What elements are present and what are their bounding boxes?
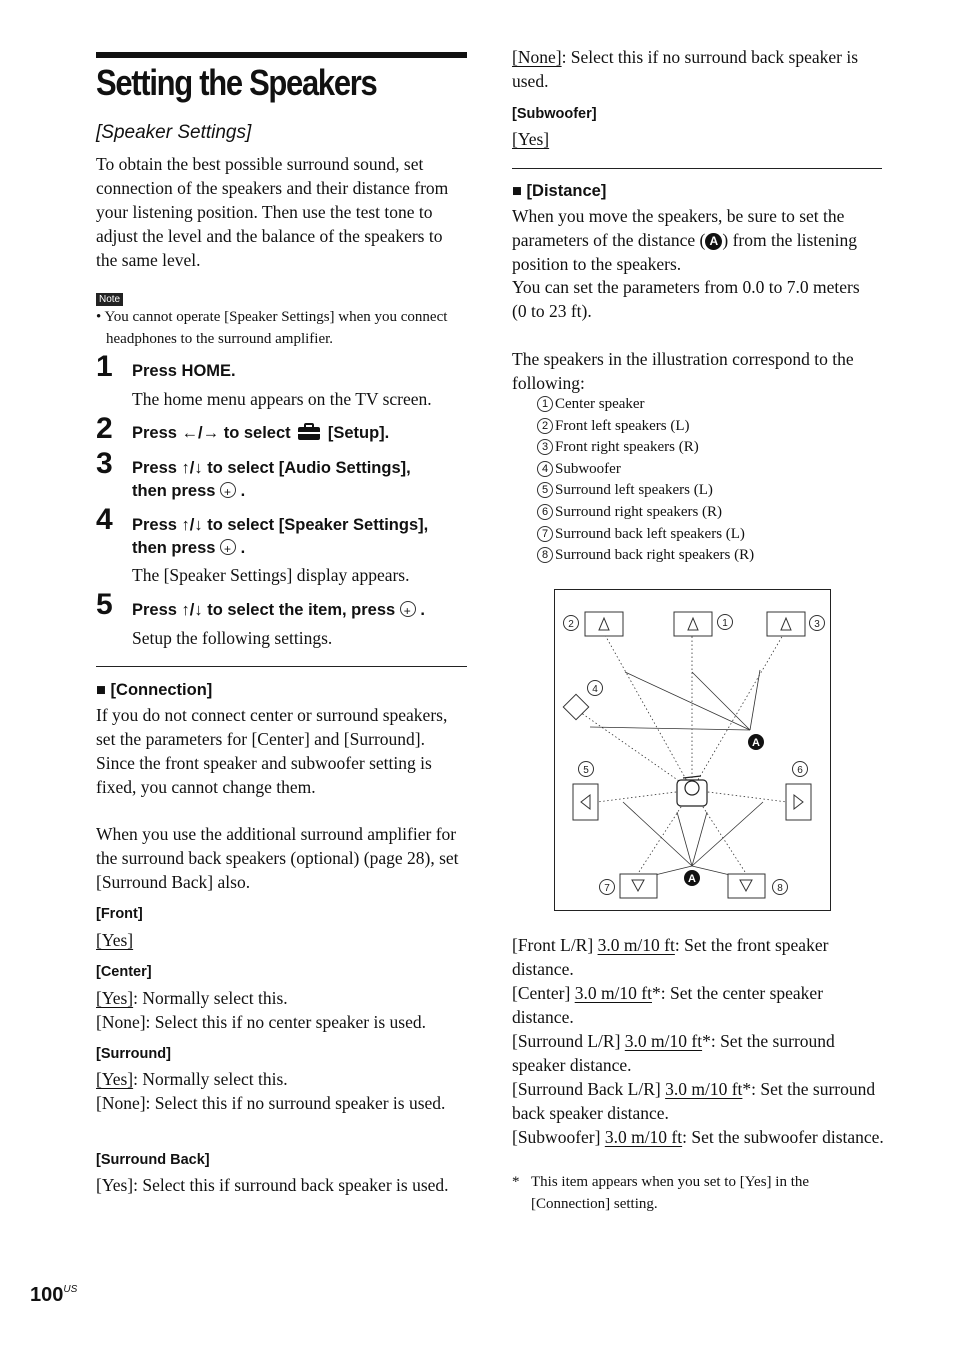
- distance-settings: [512, 933, 884, 1149]
- legend-item: 8 Surround back right speakers (R): [537, 545, 754, 567]
- legend-item: 4 Subwoofer: [537, 459, 754, 481]
- svg-text:5: 5: [583, 765, 589, 776]
- speaker-front-left: [585, 612, 623, 636]
- note-badge: Note: [96, 289, 123, 307]
- setting-subwoofer: [Subwoofer] 3.0 m/10 ft: Set the subwoofer distance.: [512, 1127, 884, 1147]
- step-5-number: 5: [96, 588, 113, 621]
- surround-label: [Surround]: [96, 1046, 171, 1062]
- section-subtitle: [Speaker Settings]: [96, 122, 252, 143]
- step-4-number: 4: [96, 503, 113, 536]
- legend-item: 5 Surround left speakers (L): [537, 480, 754, 502]
- speaker-layout-svg: [555, 590, 829, 909]
- step-3-text: Press ↑/↓ to select [Audio Settings], then press + .: [132, 457, 467, 503]
- subwoofer: [563, 694, 588, 719]
- connection-para-1: If you do not connect center or surround speakers, set the parameters for [Center] and [Surround]. Since the front speaker and subwoofer setting is fixed, you cannot change them.: [96, 705, 448, 797]
- footnote-mark: *: [512, 1174, 520, 1190]
- center-label: [Center]: [96, 964, 152, 980]
- speaker-center: [674, 612, 712, 636]
- enter-button-icon: [220, 539, 236, 555]
- step-4-sub: The [Speaker Settings] display appears.: [132, 565, 410, 585]
- speaker-surround-left: [573, 784, 598, 820]
- setting-front: [Front L/R] 3.0 m/10 ft: Set the front speaker distance.: [512, 935, 829, 979]
- svg-text:8: 8: [777, 883, 783, 894]
- surround-options: [Yes]: Normally select this. [None]: Select this if no surround speaker is used.: [96, 1069, 446, 1113]
- step-1-text: Press HOME.: [132, 362, 236, 380]
- svg-text:A: A: [688, 873, 696, 885]
- step-1-sub: The home menu appears on the TV screen.: [132, 389, 432, 409]
- distance-para-2: You can set the parameters from 0.0 to 7.0 meters (0 to 23 ft).: [512, 277, 860, 321]
- diagram-number-labels: [568, 618, 820, 894]
- subwoofer-yes: [Yes]: [512, 129, 550, 149]
- step-5-sub: Setup the following settings.: [132, 628, 333, 648]
- step-2-text: Press ←/→ to select [Setup].: [132, 424, 390, 442]
- front-yes: [Yes]: [96, 930, 134, 950]
- surround-back-yes: [Yes]: Select this if surround back speaker is used.: [96, 1175, 449, 1195]
- speaker-layout-diagram: [554, 589, 831, 911]
- divider: [96, 666, 467, 667]
- page-title: Setting the Speakers: [96, 62, 377, 103]
- legend-item: 7 Surround back left speakers (L): [537, 524, 754, 546]
- surround-back-label: [Surround Back]: [96, 1152, 210, 1168]
- setting-center: [Center] 3.0 m/10 ft*: Set the center speaker distance.: [512, 983, 824, 1027]
- front-label: [Front]: [96, 906, 143, 922]
- legend-item: 1 Center speaker: [537, 394, 754, 416]
- svg-text:6: 6: [797, 765, 803, 776]
- speaker-surround-right: [786, 784, 811, 820]
- intro-text: To obtain the best possible surround sound, set connection of the speakers and their distance from your listening position. Then use the test tone to adjust the level and the balance of the speakers to the same level.: [96, 154, 449, 270]
- step-1-number: 1: [96, 350, 113, 383]
- svg-text:7: 7: [604, 883, 610, 894]
- connection-heading: ■ [Connection]: [96, 681, 213, 699]
- legend-item: 2 Front left speakers (L): [537, 416, 754, 438]
- legend-item: 3 Front right speakers (R): [537, 437, 754, 459]
- svg-text:A: A: [752, 737, 760, 749]
- divider: [512, 168, 882, 169]
- step-5-text: Press ↑/↓ to select the item, press + .: [132, 599, 425, 622]
- setting-surround-back: [Surround Back L/R] 3.0 m/10 ft*: Set the surround back speaker distance.: [512, 1079, 876, 1123]
- distance-marker-a-icon: A: [705, 233, 722, 250]
- diagram-number-circles: [564, 615, 825, 895]
- footnote: This item appears when you set to [Yes] in the [Connection] setting.: [531, 1174, 810, 1212]
- toolbox-icon: [297, 423, 321, 441]
- speaker-surround-back-right: [728, 874, 765, 898]
- speaker-surround-back-left: [620, 874, 657, 898]
- speaker-legend: [537, 394, 754, 567]
- distance-marker-a: [684, 734, 764, 886]
- svg-text:3: 3: [814, 619, 820, 630]
- connection-para-2: When you use the additional surround amplifier for the surround back speakers (optional) (page 28), set [Surround Back] also.: [96, 824, 459, 892]
- setting-surround: [Surround L/R] 3.0 m/10 ft*: Set the surround speaker distance.: [512, 1031, 835, 1075]
- note-text: • You cannot operate [Speaker Settings] when you connect headphones to the surround amplifier.: [96, 309, 448, 347]
- enter-button-icon: [220, 482, 236, 498]
- step-3-number: 3: [96, 447, 113, 480]
- speaker-front-right: [767, 612, 805, 636]
- distance-para-1: When you move the speakers, be sure to set the parameters of the distance ( A ) from the listening position to the speakers.: [512, 206, 858, 274]
- legend-item: 6 Surround right speakers (R): [537, 502, 754, 524]
- surround-back-none: [None]: Select this if no surround back speaker is used.: [512, 47, 859, 91]
- distance-heading: ■ [Distance]: [512, 182, 607, 200]
- svg-text:2: 2: [568, 619, 574, 630]
- listener-icon: [677, 776, 707, 806]
- enter-button-icon: [400, 601, 416, 617]
- svg-text:4: 4: [592, 684, 598, 695]
- step-4-text: Press ↑/↓ to select [Speaker Settings], then press + .: [132, 514, 467, 560]
- center-options: [Yes]: Normally select this. [None]: Select this if no center speaker is used.: [96, 988, 426, 1032]
- svg-text:1: 1: [722, 618, 728, 629]
- distance-para-3: The speakers in the illustration correspond to the following:: [512, 349, 854, 393]
- page-number: $100^{US}$: [30, 1284, 78, 1306]
- title-rule: [96, 52, 467, 58]
- subwoofer-label: [Subwoofer]: [512, 106, 597, 122]
- step-2-number: 2: [96, 412, 113, 445]
